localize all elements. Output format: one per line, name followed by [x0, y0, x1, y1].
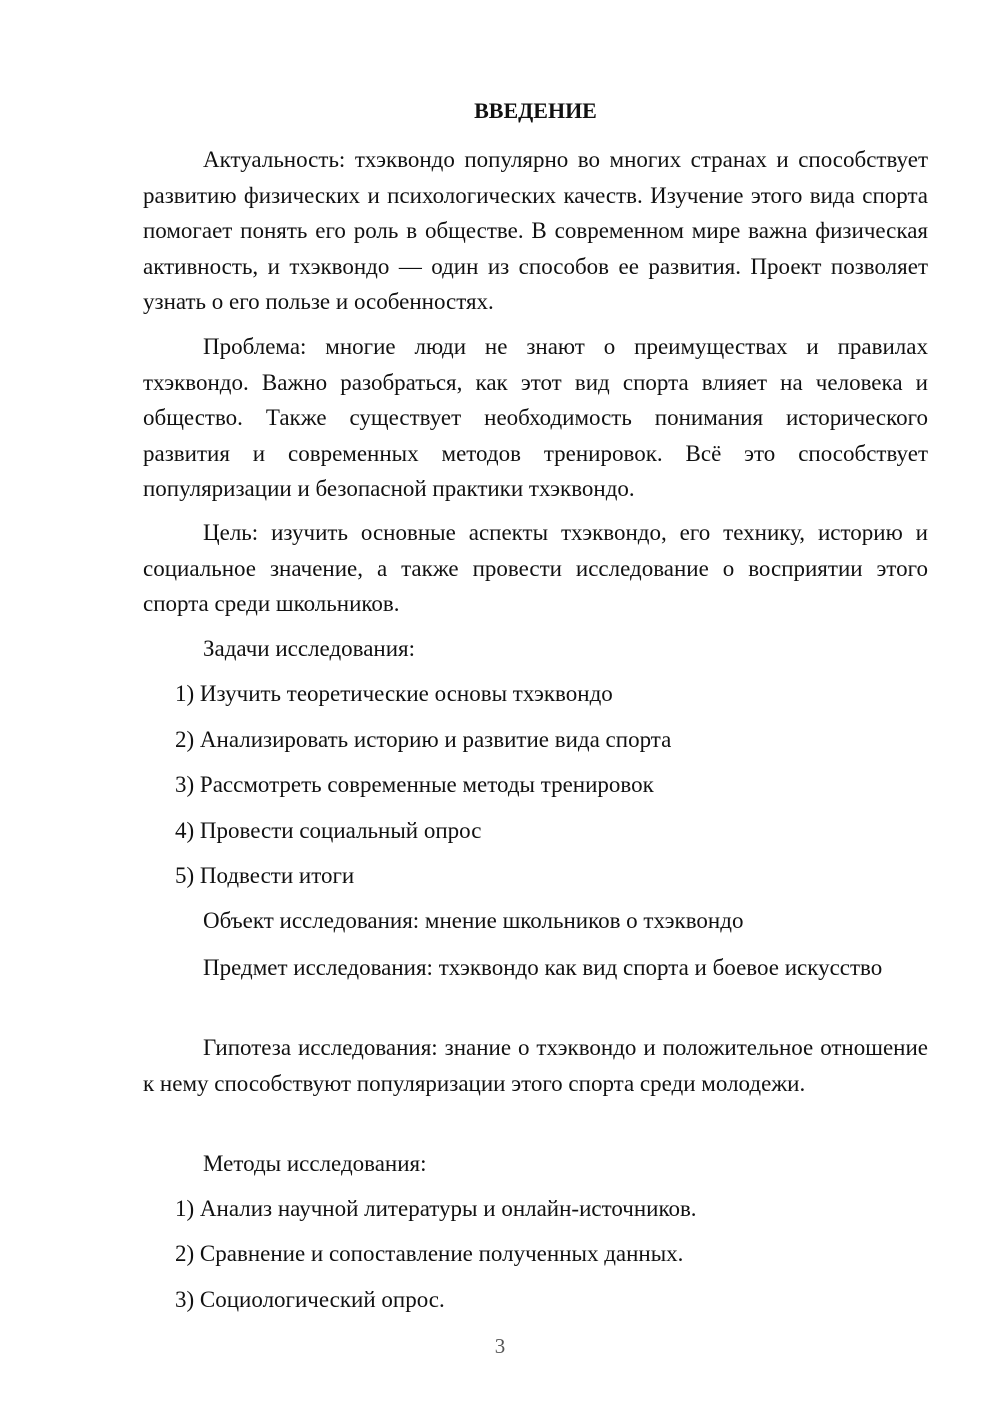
tasks-heading: Задачи исследования: — [203, 636, 416, 661]
method-item-1: 1) Анализ научной литературы и онлайн-источников. — [175, 1196, 697, 1221]
task-item-2: 2) Анализировать историю и развитие вида спорта — [175, 727, 672, 752]
problem-paragraph: Проблема: многие люди не знают о преимуществах и правилах тхэквондо. Важно разобраться, как этот вид спорта влияет на человека и общество. Также существует необходимость понимания исторического развития и современных методов тренировок. Всё это способствует популяризации и безопасной практики тхэквондо. — [143, 334, 928, 501]
method-item-3: 3) Социологический опрос. — [175, 1287, 445, 1312]
relevance-paragraph: Актуальность: тхэквондо популярно во многих странах и способствует развитию физических и психологических качеств. Изучение этого вида спорта помогает понять его роль в обществе. В современном мире важна физическая активность, и тхэквондо — один из способов ее развития. Проект позволяет узнать о его пользе и особенностях. — [143, 147, 928, 314]
page-number: 3 — [494, 1334, 506, 1358]
methods-heading: Методы исследования: — [203, 1151, 427, 1176]
method-item-2: 2) Сравнение и сопоставление полученных данных. — [175, 1241, 684, 1266]
goal-paragraph: Цель: изучить основные аспекты тхэквондо, его технику, историю и социальное значение, а также провести исследование о восприятии этого спорта среди школьников. — [143, 520, 928, 616]
task-item-5: 5) Подвести итоги — [175, 863, 355, 888]
object-paragraph: Объект исследования: мнение школьников о тхэквондо — [203, 908, 744, 933]
hypothesis-paragraph: Гипотеза исследования: знание о тхэквондо и положительное отношение к нему способствуют популяризации этого спорта среди молодежи. — [143, 1035, 928, 1096]
subject-paragraph: Предмет исследования: тхэквондо как вид спорта и боевое искусство — [203, 955, 883, 980]
task-item-3: 3) Рассмотреть современные методы тренировок — [175, 772, 654, 797]
task-item-1: 1) Изучить теоретические основы тхэквондо — [175, 681, 613, 706]
task-item-4: 4) Провести социальный опрос — [175, 818, 482, 843]
page-title: ВВЕДЕНИЕ — [474, 98, 597, 123]
